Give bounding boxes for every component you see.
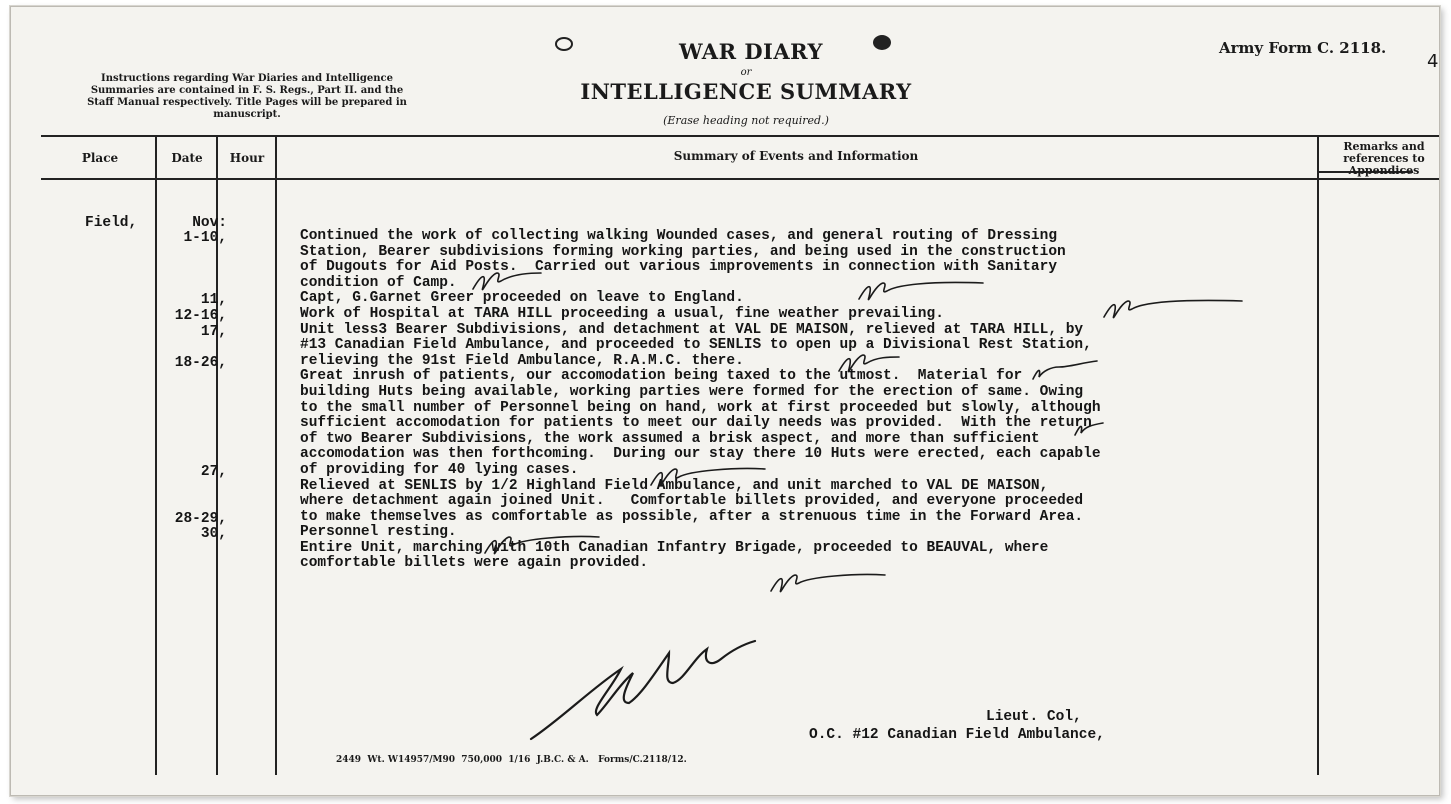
column-header-remarks: Remarks and references to Appendices: [1343, 140, 1425, 177]
date-line: [157, 370, 227, 386]
date-line: [157, 339, 227, 355]
entry-place: Field,: [85, 215, 138, 231]
summary-line: condition of Camp.: [300, 274, 457, 291]
summary-line: to make themselves as comfortable as possible, after a strenuous time in the Forward Area.: [300, 508, 1084, 525]
signature-unit: O.C. #12 Canadian Field Ambulance,: [809, 727, 1105, 743]
date-line: [157, 417, 227, 433]
date-line: 1-10,: [183, 230, 227, 246]
col-divider-hour: [275, 135, 277, 775]
title-war-diary: WAR DIARY: [679, 39, 823, 64]
punch-hole-right: [873, 35, 891, 50]
summary-line: Continued the work of collecting walking Wounded cases, and general routing of Dressing: [300, 228, 1058, 244]
date-line: [157, 495, 227, 511]
date-line: Nov:: [192, 215, 227, 231]
header-top-rule: [41, 135, 1439, 137]
column-header-hour: Hour: [229, 151, 265, 165]
date-line: 30,: [200, 526, 227, 543]
summary-line: where detachment again joined Unit. Comfortable billets provided, and everyone proceeded: [300, 493, 1084, 510]
summary-line: Personnel resting.: [300, 524, 457, 541]
form-number: Army Form C. 2118.: [1219, 39, 1387, 57]
title-intelligence-summary: INTELLIGENCE SUMMARY: [580, 79, 912, 104]
header-bottom-rule: [41, 178, 1439, 180]
col-divider-remarks: [1317, 135, 1319, 775]
date-line: [157, 433, 227, 449]
initials-mark: [1104, 300, 1242, 317]
date-line: [157, 448, 227, 464]
summary-line: #13 Canadian Field Ambulance, and proceeded to SENLIS to open up a Divisional Rest Station,: [300, 337, 1092, 354]
summary-line: comfortable billets were again provided.: [300, 555, 649, 572]
summary-line: Great inrush of patients, our accomodation being taxed to the utmost. Material for: [300, 368, 1023, 385]
date-line: 12-16,: [174, 307, 227, 324]
summary-line: relieving the 91st Field Ambulance, R.A.M.C. there.: [300, 352, 744, 369]
main-signature: [531, 641, 755, 739]
date-line: [157, 277, 227, 293]
title-or: or: [740, 67, 752, 78]
diary-page: [10, 6, 1440, 796]
date-line: 17,: [200, 323, 227, 340]
summary-line: Entire Unit, marching with 10th Canadian Infantry Brigade, proceeded to BEAUVAL, where: [300, 539, 1049, 556]
summary-line: of two Bearer Subdivisions, the work assumed a brisk aspect, and more than sufficient: [300, 430, 1040, 447]
instructions-text: Instructions regarding War Diaries and Intelligence Summaries are contained in F. S. Regs., Part II. and the Staff Manual respectively. Title Pages will be prepared in manuscript.: [87, 73, 407, 120]
column-header-place: Place: [81, 151, 119, 165]
title-note: (Erase heading not required.): [663, 114, 829, 127]
date-line: [157, 261, 227, 277]
summary-line: of providing for 40 lying cases.: [300, 461, 579, 478]
punch-hole-left: [555, 37, 573, 51]
entry-dates: [157, 215, 227, 542]
date-line: 11,: [200, 292, 227, 309]
page-number: 4: [1427, 51, 1439, 72]
initials-mark: [771, 574, 885, 591]
print-line: 2449 Wt. W14957/M90 750,000 1/16 J.B.C. & A. Forms/C.2118/12.: [336, 755, 687, 765]
summary-line: Work of Hospital at TARA HILL proceeding a usual, fine weather prevailing.: [300, 305, 944, 322]
column-header-date: Date: [171, 151, 203, 165]
column-header-summary: Summary of Events and Information: [673, 149, 919, 163]
date-line: 27,: [200, 463, 227, 480]
date-line: 18-26,: [174, 354, 227, 371]
summary-line: accomodation was then forthcoming. During our stay there 10 Huts were erected, each capable: [300, 446, 1101, 463]
date-line: [157, 246, 227, 262]
signature-rank: Lieut. Col,: [986, 709, 1082, 725]
summary-line: to the small number of Personnel being on hand, work at first proceeded but slowly, although: [300, 399, 1101, 416]
summary-line: Unit less3 Bearer Subdivisions, and detachment at VAL DE MAISON, relieved at TARA HILL, by: [300, 321, 1084, 338]
date-line: [157, 480, 227, 496]
summary-line: building Huts being available, working parties were formed for the erection of same. Owing: [300, 383, 1084, 400]
date-line: 28-29,: [174, 510, 227, 527]
summary-line: Relieved at SENLIS by 1/2 Highland Field Ambulance, and unit marched to VAL DE MAISON,: [300, 477, 1049, 494]
entry-summary: [300, 229, 1101, 572]
summary-line: Capt, G.Garnet Greer proceeded on leave to England.: [300, 290, 744, 307]
summary-line: of Dugouts for Aid Posts. Carried out various improvements in connection with Sanitary: [300, 259, 1058, 276]
date-line: [157, 386, 227, 402]
summary-line: Station, Bearer subdivisions forming working parties, and being used in the construction: [300, 243, 1066, 260]
date-line: [157, 402, 227, 418]
summary-line: sufficient accomodation for patients to meet our daily needs was provided. With the return: [300, 415, 1092, 432]
